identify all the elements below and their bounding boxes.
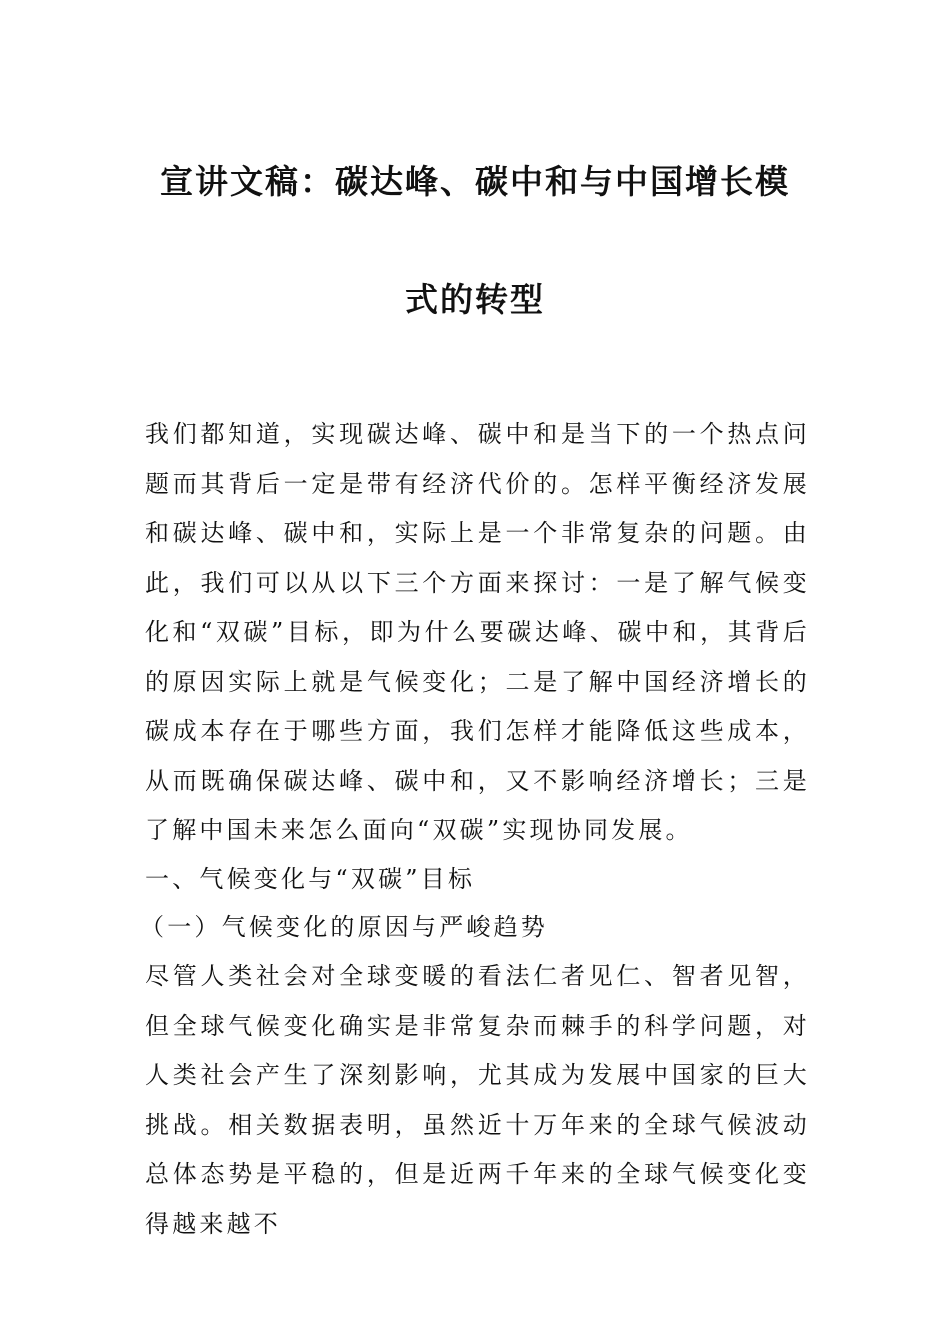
document-title-line-1: 宣讲文稿：碳达峰、碳中和与中国增长模 bbox=[160, 162, 790, 201]
document-title-line-2: 式的转型 bbox=[405, 280, 545, 319]
section-heading: 一、气候变化与“双碳”目标 bbox=[145, 865, 476, 893]
section-paragraph: 尽管人类社会对全球变暖的看法仁者见仁、智者见智，但全球气候变化确实是非常复杂而棘手的科学问题，对人类社会产生了深刻影响，尤其成为发展中国家的巨大挑战。相关数据表明，虽然近十万年来的全球气候波动总体态势是平稳的，但是近两千年来的全球气候变化变得越来越不 bbox=[145, 962, 810, 1238]
subsection-heading: （一）气候变化的原因与严峻趋势 bbox=[140, 913, 548, 941]
intro-paragraph: 我们都知道，实现碳达峰、碳中和是当下的一个热点问题而其背后一定是带有经济代价的。怎样平衡经济发展和碳达峰、碳中和，实际上是一个非常复杂的问题。由此，我们可以从以下三个方面来探讨：一是了解气候变化和“双碳”目标，即为什么要碳达峰、碳中和，其背后的原因实际上就是气候变化；二是了解中国经济增长的碳成本存在于哪些方面，我们怎样才能降低这些成本，从而既确保碳达峰、碳中和，又不影响经济增长；三是了解中国未来怎么面向“双碳”实现协同发展。 bbox=[145, 420, 810, 844]
